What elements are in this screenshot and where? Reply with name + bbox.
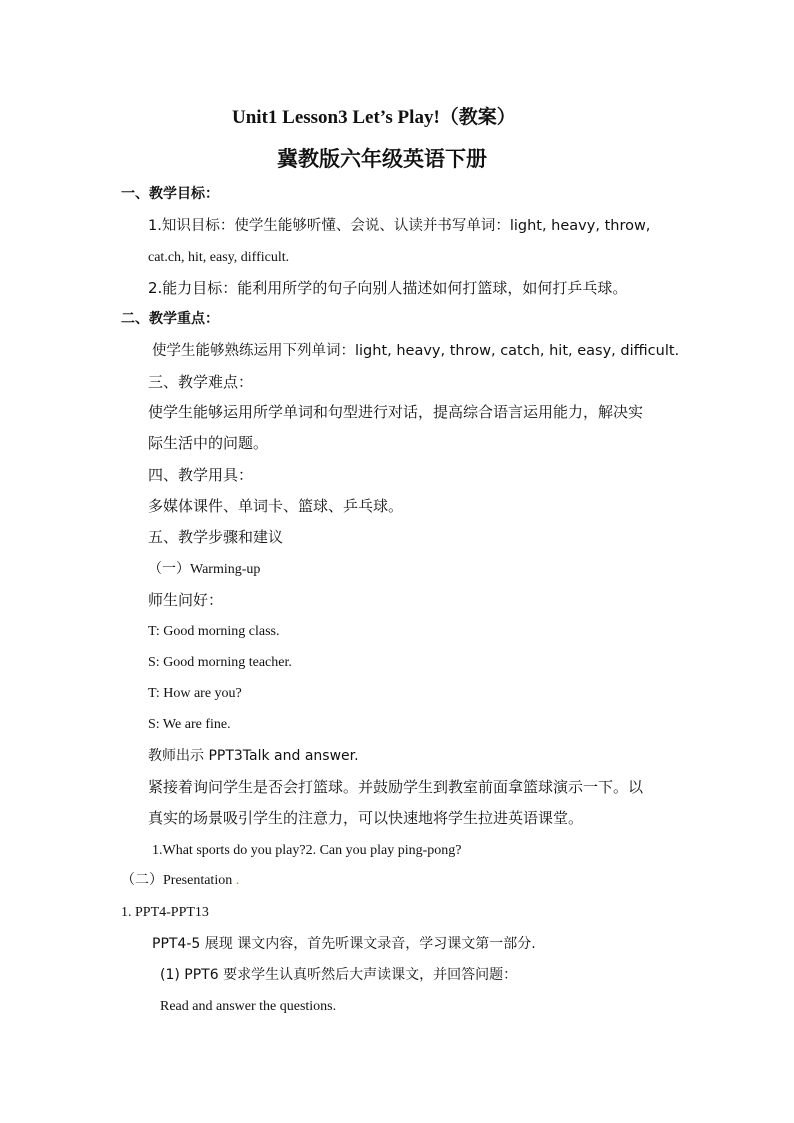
document-title: Unit1 Lesson3 Let’s Play!（教案） [232,107,516,128]
objective-ability: 2.能力目标：能利用所学的句子向别人描述如何打篮球，如何打乒乓球。 [148,279,628,297]
dialogue-line-2: S: Good morning teacher. [148,655,292,670]
key-points-text: 使学生能够熟练运用下列单词：light, heavy, throw, catch, hit, easy, difficult. [152,343,680,359]
greeting-label: 师生问好： [148,591,224,609]
warmup-questions: 1.What sports do you play?2. Can you play ping-pong? [152,843,462,858]
step-presentation: （二）Presentation . [121,873,240,888]
objective-knowledge-continued: cat.ch, hit, easy, difficult. [148,250,290,265]
ppt6-instruction: (1) PPT6 要求学生认真听然后大声读课文，并回答问题： [160,967,518,983]
difficulties-text-continued: 际生活中的问题。 [148,434,269,452]
section-heading-steps: 五、教学步骤和建议 [148,528,284,546]
basketball-instruction: 紧接着询问学生是否会打篮球。并鼓励学生到教室前面拿篮球演示一下。以 [148,778,644,796]
basketball-instruction-continued: 真实的场景吸引学生的注意力，可以快速地将学生拉进英语课堂。 [148,809,584,827]
difficulties-text: 使学生能够运用所学单词和句型进行对话，提高综合语言运用能力，解决实 [148,403,644,421]
step-warming-up: （一）Warming-up [148,562,261,577]
dialogue-line-1: T: Good morning class. [148,624,280,639]
ppt4-5-instruction: PPT4-5 展现 课文内容，首先听课文录音，学习课文第一部分. [152,936,536,952]
section-heading-objectives: 一、教学目标： [121,186,219,202]
document-subtitle: 冀教版六年级英语下册 [277,147,487,171]
section-heading-materials: 四、教学用具： [148,466,254,484]
dialogue-line-4: S: We are fine. [148,717,231,732]
section-heading-key-points: 二、教学重点： [121,311,219,327]
section-heading-difficulties: 三、教学难点： [148,373,254,391]
ppt3-instruction: 教师出示 PPT3Talk and answer. [148,748,359,764]
dialogue-line-3: T: How are you? [148,686,242,701]
objective-knowledge: 1.知识目标：使学生能够听懂、会说、认读并书写单词：light, heavy, throw, [148,218,651,234]
ppt-range: 1. PPT4-PPT13 [121,905,209,920]
materials-text: 多媒体课件、单词卡、篮球、乒乓球。 [148,497,404,515]
read-and-answer: Read and answer the questions. [160,999,337,1014]
